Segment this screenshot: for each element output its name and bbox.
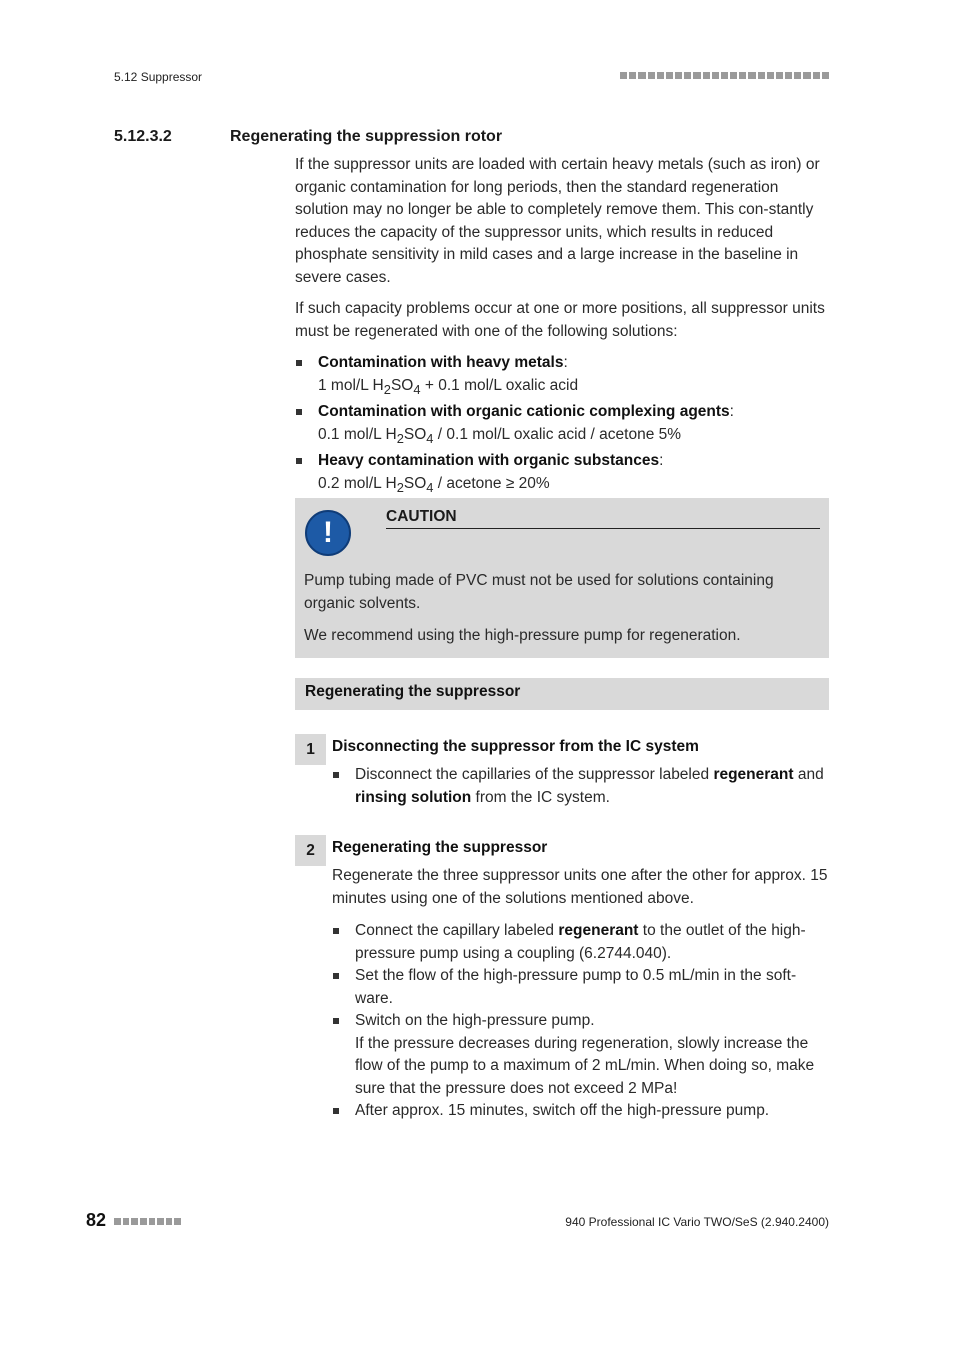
step-number-2: 2 [295, 835, 326, 866]
step-2-list [332, 920, 830, 1123]
solution-label: Contamination with heavy metals [318, 354, 564, 371]
bullet-icon [296, 458, 302, 464]
list-item: Connect the capillary labeled regenerant to the outlet of the high-pressure pump using a coupling (6.2744.040). [332, 920, 830, 965]
section-number: 5.12.3.2 [114, 128, 172, 145]
bullet-icon [333, 973, 339, 979]
section-title: Regenerating the suppression rotor [230, 128, 503, 145]
exclamation-icon: ! [305, 510, 351, 556]
solution-formula: 0.1 mol/L $H_2SO_4 / 0.1$ mol/L oxalic acid / acetone 5% [318, 425, 682, 446]
solution-label: Heavy contamination with organic substances [318, 452, 660, 470]
list-item: Switch on the high-pressure pump. If the pressure decreases during regeneration, slowly increase the flow of the pump to a maximum of 2 mL/min. When doing so, make sure that the pressure does not exceed 2 MPa! [332, 1010, 830, 1100]
step-number-1: 1 [295, 734, 326, 765]
step-2-title: Regenerating the suppressor [332, 839, 548, 856]
procedure-title: Regenerating the suppressor [305, 683, 521, 700]
solutions-list [295, 352, 831, 499]
list-item: Set the flow of the high-pressure pump to 0.5 mL/min in the soft-ware. [332, 965, 830, 1010]
bullet-icon [333, 1108, 339, 1114]
page-number: 82 [86, 1210, 107, 1230]
bullet-icon [333, 928, 339, 934]
list-item: After approx. 15 minutes, switch off the high-pressure pump. [332, 1100, 830, 1123]
bullet-icon [333, 1018, 339, 1024]
step-2-intro: Regenerate the three suppressor units one after the other for approx. 15 minutes using one of the solutions mentioned above. [332, 867, 828, 907]
capacity-paragraph: If such capacity problems occur at one or more positions, all suppressor units must be regenerated with one of the following solutions: [295, 300, 825, 340]
list-item: Disconnect the capillaries of the suppressor labeled regenerant and rinsing solution from the IC system. [332, 764, 830, 809]
product-name: 940 Professional IC Vario TWO/SeS (2.940.2400) [565, 1215, 829, 1229]
list-item: Heavy contamination with organic substances: 0.2 mol/L $H_2SO_4$ / acetone ≥ 20% [295, 450, 831, 499]
caution-title: CAUTION [386, 508, 820, 529]
list-item: Contamination with heavy metals: 1 mol/L $H_2SO_4 + 0.1$ mol/L oxalic acid [295, 352, 831, 401]
list-item: Contamination with organic cationic complexing agents: 0.1 mol/L $H_2SO_4 / 0.1$ mol/L oxalic acid / acetone 5% [295, 401, 831, 450]
bullet-icon [333, 772, 339, 778]
bullet-icon [296, 360, 302, 366]
footer-decoration [114, 1218, 181, 1225]
solution-formula: 1 mol/L $H_2SO_4 + 0.1$ mol/L oxalic acid [318, 376, 579, 397]
step-1-title: Disconnecting the suppressor from the IC system [332, 738, 699, 755]
running-header: 5.12 Suppressor [114, 70, 203, 84]
caution-recommendation: We recommend using the high-pressure pump for regeneration. [304, 627, 741, 644]
header-decoration [620, 72, 829, 79]
solution-label: Contamination with organic cationic complexing agents [318, 403, 730, 421]
solution-formula: 0.2 mol/L $H_2SO_4$ / acetone ≥ 20% [318, 474, 550, 495]
intro-paragraph: If the suppressor units are loaded with certain heavy metals (such as iron) or organic contamination for long periods, then the standard regeneration solution may no longer be able to completely remove them. This con-stantly reduces the capacity of the suppressor units, which results in reduced phosphate sensitivity in mild cases and a large increase in the baseline in severe cases. [295, 156, 820, 286]
caution-text: Pump tubing made of PVC must not be used for solutions containing organic solvents. [304, 572, 774, 612]
bullet-icon [296, 409, 302, 415]
step-1-list [332, 764, 830, 809]
